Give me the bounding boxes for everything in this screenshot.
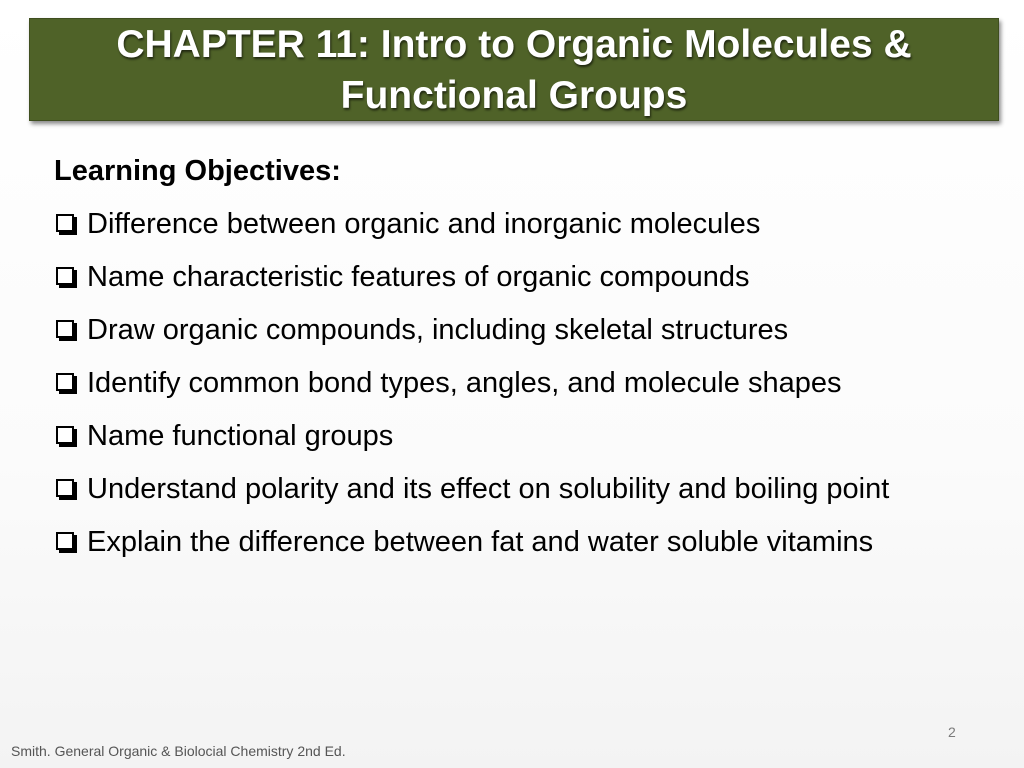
checkbox-icon [56, 479, 74, 497]
checkbox-icon [56, 532, 74, 550]
slide-title: CHAPTER 11: Intro to Organic Molecules & Functional Groups [116, 22, 912, 117]
objective-item [54, 251, 974, 304]
objective-item [54, 410, 974, 463]
checkbox-icon [56, 267, 74, 285]
checkbox-icon [56, 373, 74, 391]
objective-text: Explain the difference between fat and water soluble vitamins [87, 526, 874, 558]
checkbox-icon [56, 214, 74, 232]
title-bar [29, 18, 999, 121]
page-number: 2 [948, 724, 956, 740]
objective-item [54, 198, 974, 251]
slide-content [54, 145, 974, 569]
objectives-heading: Learning Objectives: [54, 155, 341, 187]
footer-citation: Smith. General Organic & Biolocial Chemistry 2nd Ed. [11, 743, 346, 759]
objective-item [54, 304, 974, 357]
objective-text: Name functional groups [87, 420, 394, 452]
objective-item [54, 357, 974, 410]
checkbox-icon [56, 320, 74, 338]
checkbox-icon [56, 426, 74, 444]
objective-item [54, 463, 974, 516]
objective-text: Draw organic compounds, including skeletal structures [87, 314, 789, 346]
objective-text: Difference between organic and inorganic molecules [87, 208, 761, 240]
objective-text: Understand polarity and its effect on solubility and boiling point [87, 473, 890, 505]
objective-text: Identify common bond types, angles, and molecule shapes [87, 367, 842, 399]
objective-item [54, 516, 974, 569]
objective-text: Name characteristic features of organic compounds [87, 261, 750, 293]
